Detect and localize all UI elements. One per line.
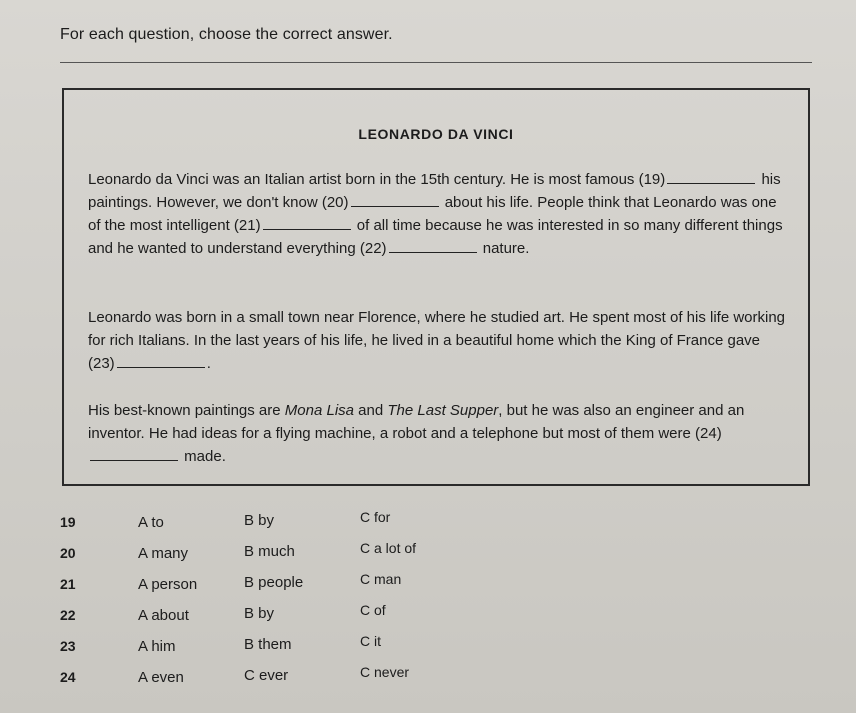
question-number: 23 <box>60 638 76 654</box>
paragraph-1-text-5: nature. <box>482 240 530 257</box>
reading-text-box <box>62 88 810 486</box>
option-a[interactable]: A him <box>138 638 176 655</box>
option-a[interactable]: A about <box>138 607 189 624</box>
paragraph-3-text-2: , but he was also an engineer and an inventor. He had ideas for a flying machine, a robot and a telephone but most of them were <box>88 402 745 442</box>
option-a[interactable]: A many <box>138 545 189 562</box>
question-row <box>60 599 480 630</box>
gap-20-label: (20) <box>321 194 349 211</box>
question-row <box>60 568 480 599</box>
option-c[interactable]: C never <box>360 664 410 680</box>
option-c[interactable]: C a lot of <box>360 540 417 556</box>
option-b[interactable]: B much <box>244 543 295 560</box>
question-number: 21 <box>60 576 76 592</box>
question-number: 24 <box>60 669 76 685</box>
painting-title-mona-lisa: Mona Lisa <box>284 402 354 419</box>
question-number: 22 <box>60 607 76 623</box>
paragraph-3-text-3: made. <box>184 448 226 465</box>
question-number: 19 <box>60 514 76 530</box>
gap-24-blank[interactable] <box>90 448 178 461</box>
paragraph-1-text-4: of all time because he was interested in so many different things and he wanted to understand everything <box>88 217 783 257</box>
option-c[interactable]: C of <box>360 602 386 618</box>
option-c[interactable]: C it <box>360 633 381 649</box>
paragraph-3-text-1: His best-known paintings are <box>88 402 281 419</box>
gap-22-label: (22) <box>359 240 387 257</box>
option-c[interactable]: C man <box>360 571 402 587</box>
question-number: 20 <box>60 545 76 561</box>
paragraph-2-text-1: Leonardo was born in a small town near Florence, where he studied art. He spent most of his life working for rich Italians. In the last years of his life, he lived in a beautiful home which the King of France gave <box>88 309 786 349</box>
question-row <box>60 506 480 537</box>
gap-21-label: (21) <box>233 217 261 234</box>
painting-title-last-supper: The Last Supper <box>387 402 499 419</box>
gap-21-blank[interactable] <box>263 217 351 230</box>
question-row <box>60 661 480 692</box>
paragraph-3 <box>88 399 788 468</box>
divider-line <box>60 62 812 63</box>
option-b[interactable]: B by <box>244 605 275 622</box>
gap-19-label: (19) <box>638 171 666 188</box>
instruction-text: For each question, choose the correct answer. <box>60 26 393 43</box>
option-a[interactable]: A person <box>138 576 198 593</box>
paragraph-2 <box>88 306 788 375</box>
paragraph-2-text-2: . <box>206 355 211 372</box>
text-title: LEONARDO DA VINCI <box>358 126 514 142</box>
paragraph-3-and: and <box>358 402 384 419</box>
option-b[interactable]: B people <box>244 574 304 591</box>
question-row <box>60 537 480 568</box>
option-b[interactable]: C ever <box>244 667 289 684</box>
gap-20-blank[interactable] <box>351 194 439 207</box>
gap-23-label: (23) <box>88 355 115 372</box>
option-b[interactable]: B them <box>244 636 292 653</box>
option-b[interactable]: B by <box>244 512 275 529</box>
option-c[interactable]: C for <box>360 509 391 525</box>
gap-24-label: (24) <box>695 425 722 442</box>
gap-19-blank[interactable] <box>667 171 755 184</box>
option-a[interactable]: A to <box>138 514 164 531</box>
gap-22-blank[interactable] <box>389 240 477 253</box>
paragraph-1-text-2: his paintings. However, we don't know <box>88 171 781 211</box>
paragraph-1 <box>88 168 788 260</box>
answer-options-list <box>60 506 480 692</box>
gap-23-blank[interactable] <box>117 355 205 368</box>
paragraph-1-text-3: about his life. People think that Leonardo was one of the most intelligent <box>88 194 777 234</box>
question-row <box>60 630 480 661</box>
option-a[interactable]: A even <box>138 669 184 686</box>
paragraph-1-text-1: Leonardo da Vinci was an Italian artist born in the 15th century. He is most famous <box>88 171 635 188</box>
